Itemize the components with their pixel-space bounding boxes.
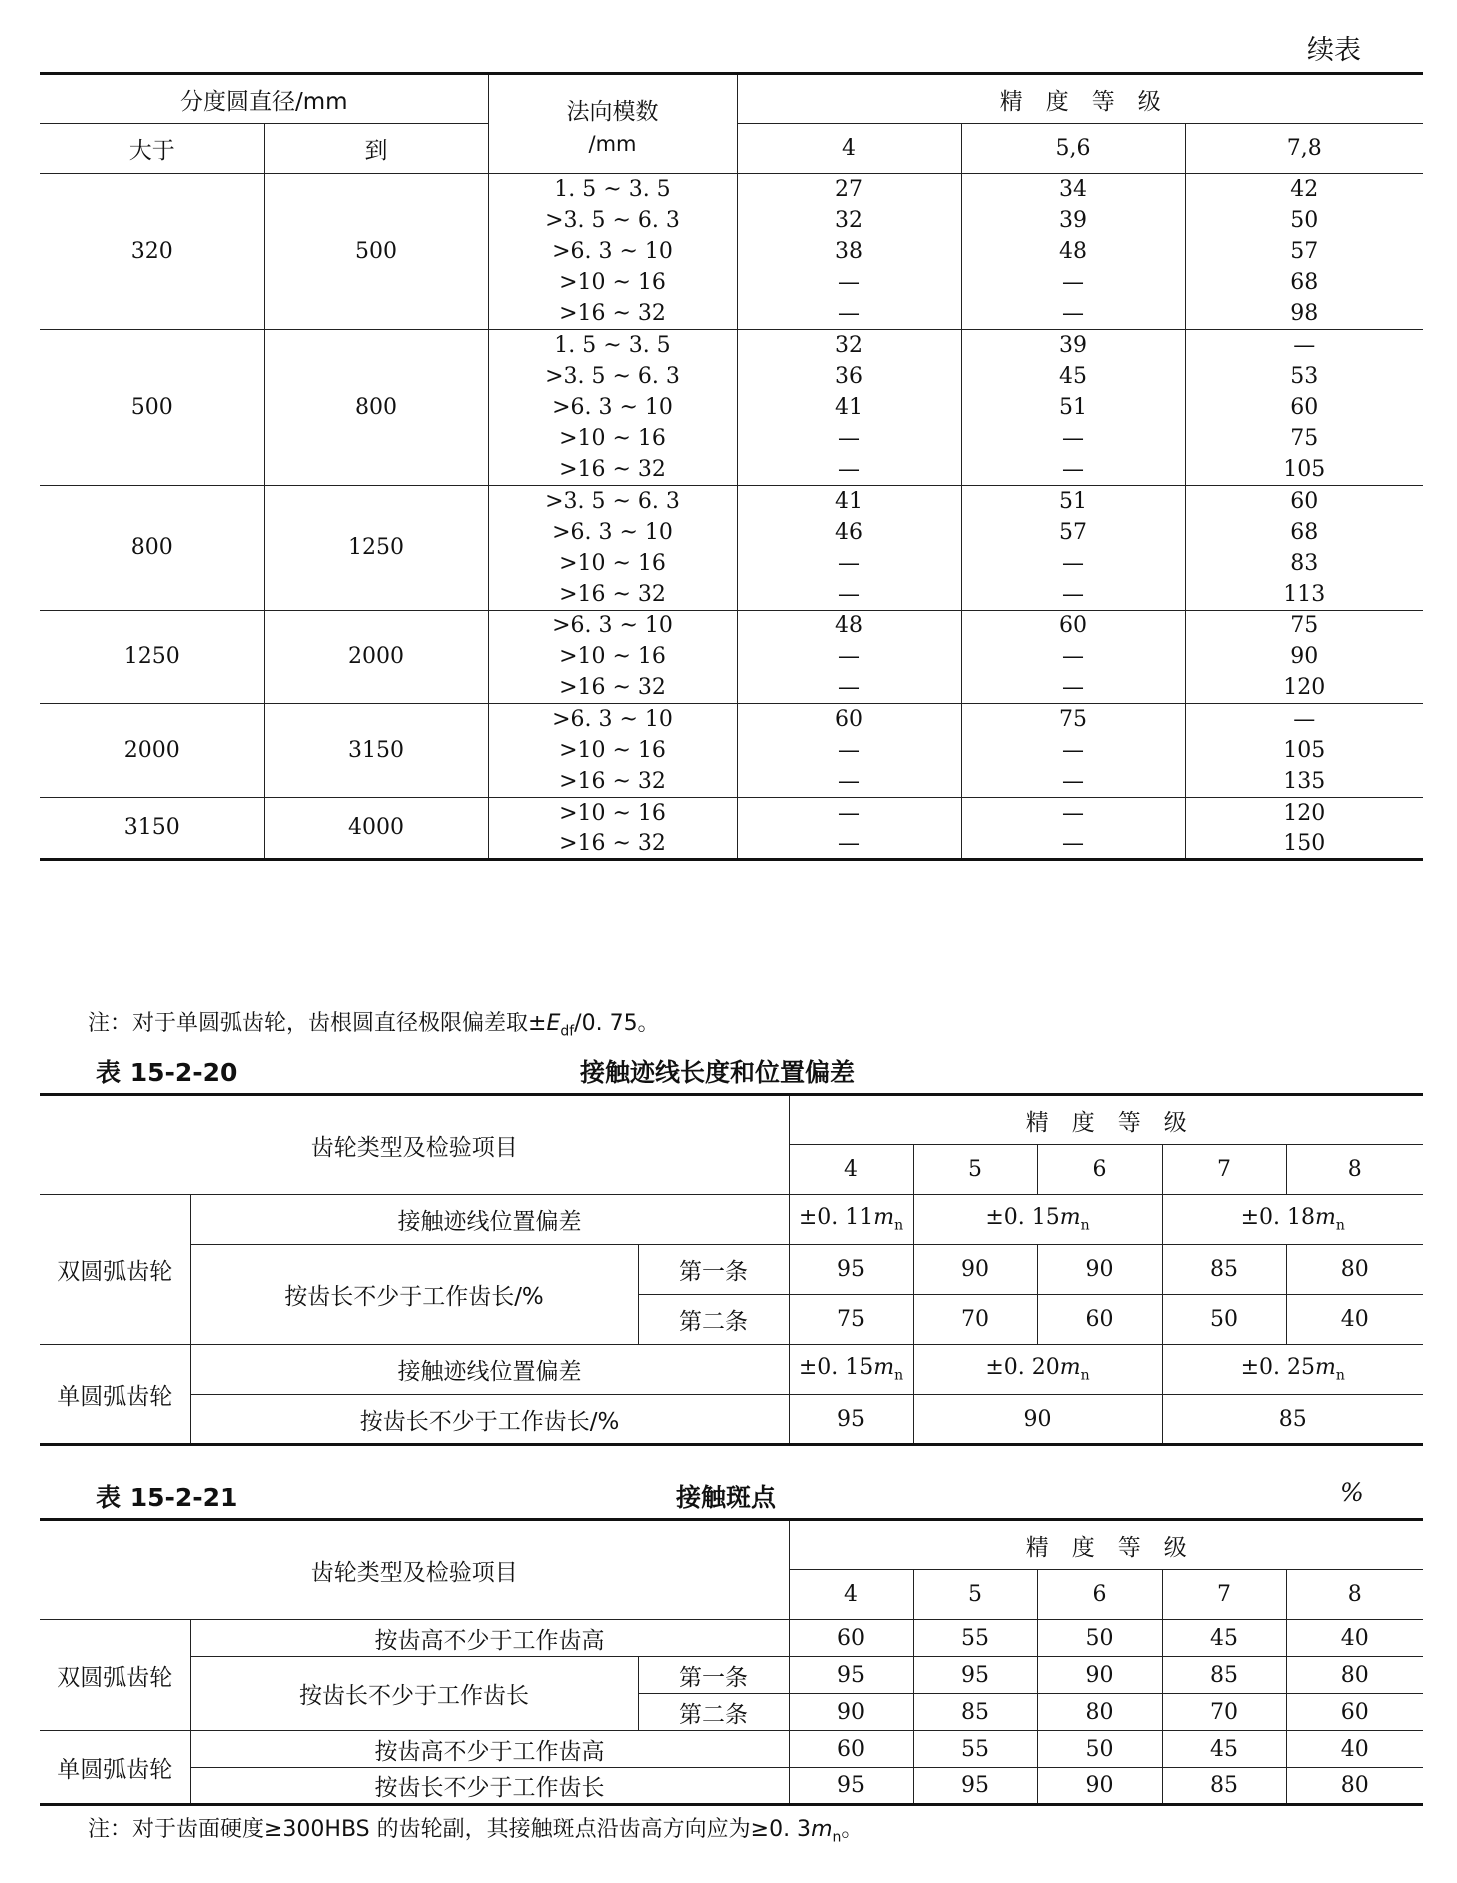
first-trace-label: 第一条 xyxy=(638,1245,789,1295)
second-trace-label: 第二条 xyxy=(638,1295,789,1345)
table3-number: 表 15-2-21 xyxy=(96,1483,238,1512)
diameter-from-cell: 800 xyxy=(40,485,264,610)
value-cell: — xyxy=(961,454,1185,485)
module-range-cell: 1. 5 ~ 3. 5 xyxy=(488,329,737,360)
value-cell: — xyxy=(961,298,1185,329)
tooth-length-label: 按齿长不少于工作齿长 xyxy=(190,1657,638,1731)
table2-number: 表 15-2-20 xyxy=(96,1058,238,1087)
module-range-cell: >6. 3 ~ 10 xyxy=(488,236,737,267)
value-cell: 83 xyxy=(1290,550,1319,576)
module-range-cell: >16 ~ 32 xyxy=(488,766,737,797)
diameter-from-cell: 320 xyxy=(40,174,264,330)
table3-unit: % xyxy=(1340,1478,1364,1507)
diameter-to-cell: 500 xyxy=(264,174,488,330)
value-cell: 34 xyxy=(961,174,1185,205)
value-cell: 85 xyxy=(1162,1245,1286,1295)
value-cell: 38 xyxy=(737,236,961,267)
value-cell: — xyxy=(961,673,1185,704)
module-range-cell: 1. 5 ~ 3. 5 xyxy=(488,174,737,205)
note-symbol: m xyxy=(811,1817,833,1842)
grade-header: 5,6 xyxy=(961,124,1185,174)
first-trace-label: 第一条 xyxy=(638,1657,789,1694)
value-cell: 80 xyxy=(1286,1245,1423,1295)
module-range-cell: >16 ~ 32 xyxy=(488,579,737,610)
value-cell: 60 xyxy=(961,610,1185,641)
value-cell: 42 xyxy=(1290,176,1319,202)
grade-group-header: 精 度 等 级 xyxy=(737,74,1423,124)
note-prefix: 注：对于齿面硬度≥300HBS 的齿轮副，其接触斑点沿齿高方向应为≥0. 3 xyxy=(88,1817,812,1842)
value-cell: 60 xyxy=(1286,1694,1423,1731)
grade-group-header: 精 度 等 级 xyxy=(789,1520,1423,1570)
value-cell: — xyxy=(737,548,961,579)
value-cell: 85 xyxy=(913,1694,1037,1731)
table-row xyxy=(40,610,1423,641)
diameter-deviation-table xyxy=(40,72,1423,861)
tooth-height-label: 按齿高不少于工作齿高 xyxy=(190,1731,789,1768)
value-cell: — xyxy=(737,267,961,298)
second-trace-label: 第二条 xyxy=(638,1694,789,1731)
value-cell: 105 xyxy=(1283,737,1326,763)
value-cell: — xyxy=(737,423,961,454)
note-prefix: 注：对于单圆弧齿轮，齿根圆直径极限偏差取± xyxy=(88,1011,547,1036)
module-range-cell: >10 ~ 16 xyxy=(488,267,737,298)
single-arc-gear-label: 单圆弧齿轮 xyxy=(40,1345,190,1445)
grade-header: 7 xyxy=(1162,1570,1286,1620)
value-cell: 120 xyxy=(1185,673,1423,704)
table3-title: 接触斑点 xyxy=(676,1483,777,1512)
module-range-cell: >6. 3 ~ 10 xyxy=(488,704,737,735)
grade-header: 4 xyxy=(737,124,961,174)
value-cell: 48 xyxy=(961,236,1185,267)
value-cell: 75 xyxy=(789,1295,913,1345)
trace-position-value: ±0. $15m_n$ xyxy=(913,1195,1162,1245)
module-range-cell: >10 ~ 16 xyxy=(488,797,737,828)
value-cell: 113 xyxy=(1185,579,1423,610)
diameter-to-cell: 800 xyxy=(264,329,488,485)
value-cell: 60 xyxy=(737,704,961,735)
value-cell: 55 xyxy=(913,1620,1037,1657)
note-symbol: E xyxy=(546,1011,561,1036)
table-row xyxy=(40,329,1423,360)
module-range-cell: >6. 3 ~ 10 xyxy=(488,392,737,423)
note-suffix: 。 xyxy=(841,1817,864,1842)
value-cell: 60 xyxy=(789,1731,913,1768)
trace-position-value: ±0. $18m_n$ xyxy=(1162,1195,1423,1245)
grade-header: 5 xyxy=(913,1145,1037,1195)
value-cell: 41 xyxy=(737,485,961,516)
diameter-group-header: 分度圆直径/mm xyxy=(40,74,488,124)
value-cell: 55 xyxy=(913,1731,1037,1768)
value-cell: 80 xyxy=(1037,1694,1162,1731)
module-range-cell: >16 ~ 32 xyxy=(488,454,737,485)
value-cell: 90 xyxy=(789,1694,913,1731)
table3-note xyxy=(88,1812,863,1845)
grade-header: 4 xyxy=(789,1570,913,1620)
diameter-to-cell: 2000 xyxy=(264,610,488,704)
value-cell: 85 xyxy=(1162,1657,1286,1694)
value-cell: — xyxy=(737,579,961,610)
value-cell: — xyxy=(961,797,1185,828)
grade-header: 7,8 xyxy=(1185,124,1423,174)
grade-header: 8 xyxy=(1286,1570,1423,1620)
value-cell: 40 xyxy=(1286,1620,1423,1657)
value-cell: 90 xyxy=(913,1395,1162,1445)
grade-group-header: 精 度 等 级 xyxy=(789,1095,1423,1145)
diameter-to-cell: 4000 xyxy=(264,797,488,859)
grade-header: 7 xyxy=(1162,1145,1286,1195)
grade-header: 8 xyxy=(1286,1145,1423,1195)
value-cell: — xyxy=(737,641,961,672)
diameter-from-cell: 3150 xyxy=(40,797,264,859)
value-cell: 45 xyxy=(961,361,1185,392)
diameter-to-cell: 1250 xyxy=(264,485,488,610)
double-arc-gear-label: 双圆弧齿轮 xyxy=(40,1195,190,1345)
value-cell: 95 xyxy=(913,1657,1037,1694)
grade-header: 6 xyxy=(1037,1145,1162,1195)
value-cell: — xyxy=(961,641,1185,672)
table2-title: 接触迹线长度和位置偏差 xyxy=(580,1058,856,1087)
note-suffix: /0. 75。 xyxy=(574,1011,660,1036)
module-range-cell: >16 ~ 32 xyxy=(488,673,737,704)
greater-than-header: 大于 xyxy=(40,124,264,174)
value-cell: — xyxy=(737,454,961,485)
item-header: 齿轮类型及检验项目 xyxy=(40,1095,789,1195)
grade-header: 5 xyxy=(913,1570,1037,1620)
value-cell: 85 xyxy=(1162,1768,1286,1805)
trace-position-label: 接触迹线位置偏差 xyxy=(190,1345,789,1395)
module-range-cell: >16 ~ 32 xyxy=(488,298,737,329)
value-cell: 105 xyxy=(1185,454,1423,485)
module-range-cell: >3. 5 ~ 6. 3 xyxy=(488,361,737,392)
value-cell: 68 xyxy=(1290,270,1319,296)
note-subscript: n xyxy=(832,1829,842,1846)
value-cell: 45 xyxy=(1162,1731,1286,1768)
value-cell: 75 xyxy=(961,704,1185,735)
value-cell: 60 xyxy=(1290,488,1319,514)
value-cell: 95 xyxy=(913,1768,1037,1805)
value-cell: 90 xyxy=(1037,1245,1162,1295)
value-cell: — xyxy=(737,673,961,704)
module-header-label: 法向模数 xyxy=(566,98,659,125)
module-range-cell: >6. 3 ~ 10 xyxy=(488,610,737,641)
value-cell: 39 xyxy=(961,205,1185,236)
module-range-cell: >10 ~ 16 xyxy=(488,735,737,766)
value-cell: 80 xyxy=(1286,1657,1423,1694)
trace-position-value: ±0. $15m_n$ xyxy=(789,1345,913,1395)
value-cell: 150 xyxy=(1185,828,1423,859)
value-cell: 90 xyxy=(1037,1768,1162,1805)
value-cell: — xyxy=(737,766,961,797)
module-range-cell: >3. 5 ~ 6. 3 xyxy=(488,205,737,236)
value-cell: 60 xyxy=(789,1620,913,1657)
trace-position-label: 接触迹线位置偏差 xyxy=(190,1195,789,1245)
value-cell: 36 xyxy=(737,361,961,392)
module-range-cell: >6. 3 ~ 10 xyxy=(488,517,737,548)
value-cell: 32 xyxy=(737,205,961,236)
module-header-unit: /mm xyxy=(588,131,637,156)
value-cell: — xyxy=(961,423,1185,454)
value-cell: 46 xyxy=(737,517,961,548)
trace-position-value: ±0. $11m_n$ xyxy=(789,1195,913,1245)
value-cell: 80 xyxy=(1286,1768,1423,1805)
value-cell: — xyxy=(737,797,961,828)
value-cell: — xyxy=(737,828,961,859)
single-arc-gear-label: 单圆弧齿轮 xyxy=(40,1731,190,1805)
value-cell: 45 xyxy=(1162,1620,1286,1657)
trace-length-label: 按齿长不少于工作齿长/% xyxy=(190,1395,789,1445)
diameter-from-cell: 2000 xyxy=(40,704,264,798)
value-cell: 85 xyxy=(1162,1395,1423,1445)
value-cell: 135 xyxy=(1185,766,1423,797)
up-to-header: 到 xyxy=(264,124,488,174)
module-header xyxy=(488,74,737,174)
value-cell: 75 xyxy=(1290,426,1319,452)
value-cell: 68 xyxy=(1290,519,1319,545)
value-cell: 50 xyxy=(1290,207,1319,233)
module-range-cell: >10 ~ 16 xyxy=(488,641,737,672)
value-cell: 41 xyxy=(737,392,961,423)
value-cell: 90 xyxy=(1037,1657,1162,1694)
value-cell: 98 xyxy=(1185,298,1423,329)
value-cell: — xyxy=(737,298,961,329)
value-cell: 51 xyxy=(961,485,1185,516)
value-cell: 95 xyxy=(789,1245,913,1295)
value-cell: 40 xyxy=(1286,1295,1423,1345)
value-cell: 90 xyxy=(1290,644,1319,670)
value-cell: — xyxy=(961,548,1185,579)
tooth-length-label: 按齿长不少于工作齿长 xyxy=(190,1768,789,1805)
value-cell: 39 xyxy=(961,329,1185,360)
value-cell: — xyxy=(737,735,961,766)
value-cell: 70 xyxy=(1162,1694,1286,1731)
value-cell: 95 xyxy=(789,1768,913,1805)
module-range-cell: >10 ~ 16 xyxy=(488,423,737,454)
value-cell: 95 xyxy=(789,1657,913,1694)
value-cell: 50 xyxy=(1162,1295,1286,1345)
value-cell: 120 xyxy=(1283,800,1326,826)
value-cell: 90 xyxy=(913,1245,1037,1295)
value-cell: — xyxy=(961,766,1185,797)
table-row xyxy=(40,174,1423,205)
table-row xyxy=(40,485,1423,516)
value-cell: 70 xyxy=(913,1295,1037,1345)
value-cell: 50 xyxy=(1037,1731,1162,1768)
value-cell: 51 xyxy=(961,392,1185,423)
double-arc-gear-label: 双圆弧齿轮 xyxy=(40,1620,190,1731)
value-cell: 27 xyxy=(737,174,961,205)
note-subscript: df xyxy=(560,1023,575,1040)
diameter-to-cell: 3150 xyxy=(264,704,488,798)
grade-header: 4 xyxy=(789,1145,913,1195)
value-cell: 32 xyxy=(737,329,961,360)
diameter-from-cell: 500 xyxy=(40,329,264,485)
value-cell: — xyxy=(1293,332,1316,358)
contact-pattern-table xyxy=(40,1518,1423,1806)
value-cell: 95 xyxy=(789,1395,913,1445)
contact-trace-table xyxy=(40,1093,1423,1446)
value-cell: 40 xyxy=(1286,1731,1423,1768)
value-cell: 48 xyxy=(737,610,961,641)
value-cell: — xyxy=(961,735,1185,766)
module-range-cell: >16 ~ 32 xyxy=(488,828,737,859)
grade-header: 6 xyxy=(1037,1570,1162,1620)
value-cell: — xyxy=(961,267,1185,298)
value-cell: 75 xyxy=(1290,613,1319,639)
value-cell: 57 xyxy=(961,517,1185,548)
value-cell: 57 xyxy=(1290,238,1319,264)
table-row xyxy=(40,797,1423,828)
tooth-height-label: 按齿高不少于工作齿高 xyxy=(190,1620,789,1657)
module-range-cell: >3. 5 ~ 6. 3 xyxy=(488,485,737,516)
module-range-cell: >10 ~ 16 xyxy=(488,548,737,579)
trace-position-value: ±0. $25m_n$ xyxy=(1162,1345,1423,1395)
item-header: 齿轮类型及检验项目 xyxy=(40,1520,789,1620)
table1-note xyxy=(88,1006,660,1039)
value-cell: 50 xyxy=(1037,1620,1162,1657)
trace-length-label: 按齿长不少于工作齿长/% xyxy=(190,1245,638,1345)
value-cell: — xyxy=(961,828,1185,859)
trace-position-value: ±0. $20m_n$ xyxy=(913,1345,1162,1395)
value-cell: 60 xyxy=(1290,394,1319,420)
value-cell: — xyxy=(1293,707,1316,733)
value-cell: 60 xyxy=(1037,1295,1162,1345)
value-cell: 53 xyxy=(1290,363,1319,389)
diameter-from-cell: 1250 xyxy=(40,610,264,704)
value-cell: — xyxy=(961,579,1185,610)
table-row xyxy=(40,704,1423,735)
continued-label: 续表 xyxy=(1307,35,1361,66)
